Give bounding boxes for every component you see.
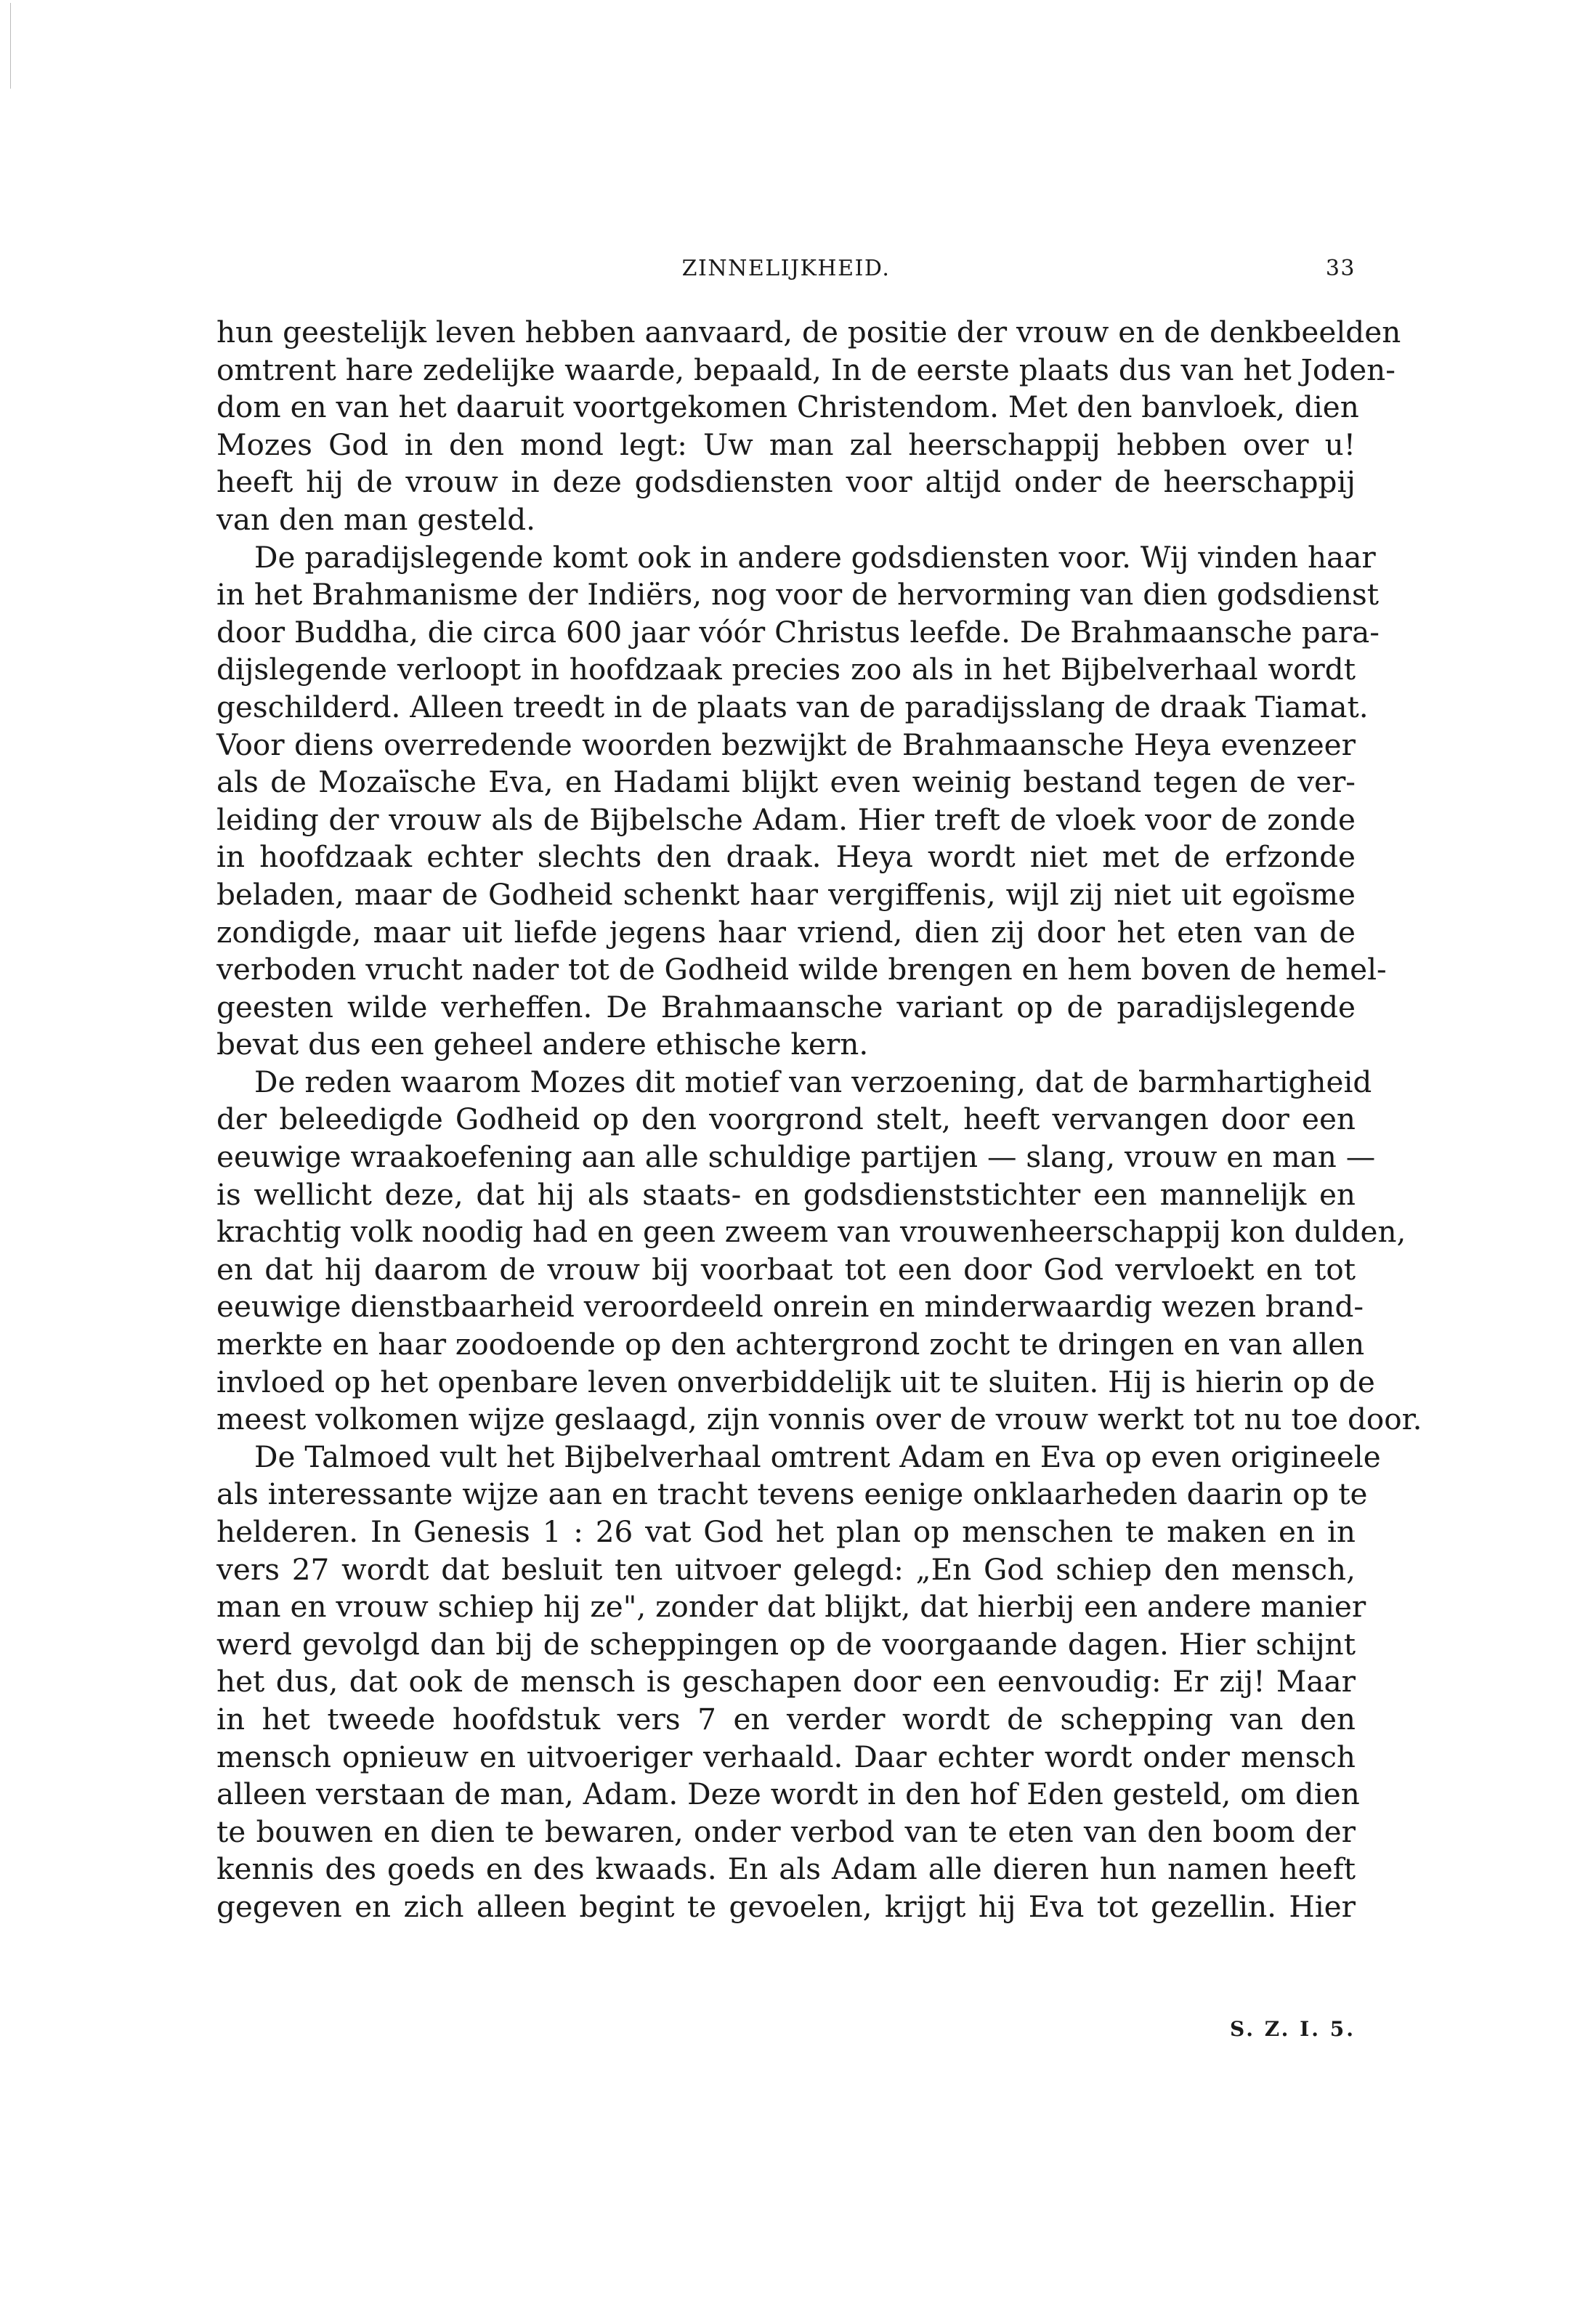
body-text (216, 314, 1422, 1926)
text-line: mensch opnieuw en uitvoeriger verhaald. Daar echter wordt onder mensch (216, 1739, 1356, 1774)
paragraph (216, 1064, 1422, 1439)
text-line: De paradijslegende komt ook in andere godsdiensten voor. Wij vinden haar (254, 539, 1376, 575)
text-line: invloed op het openbare leven onverbiddelijk uit te sluiten. Hij is hierin op de (216, 1364, 1375, 1399)
text-line: in het Brahmanisme der Indiërs, nog voor de hervorming van dien godsdienst (216, 577, 1380, 613)
text-line: eeuwige dienstbaarheid veroordeeld onrein en minderwaardig wezen brand- (216, 1289, 1364, 1325)
text-line: verboden vrucht nader tot de Godheid wilde brengen en hem boven de hemel- (216, 952, 1387, 987)
text-line: dijslegende verloopt in hoofdzaak precies zoo als in het Bijbelverhaal wordt (216, 652, 1356, 687)
text-line: helderen. In Genesis 1 : 26 vat God het plan op menschen te maken en in (216, 1514, 1356, 1549)
paragraph (216, 1439, 1381, 1926)
page-number: 33 (1325, 256, 1356, 281)
text-line: en dat hij daarom de vrouw bij voorbaat tot een door God vervloekt en tot (216, 1251, 1356, 1287)
running-title: ZINNELIJKHEID. (681, 256, 891, 281)
text-line: Voor diens overredende woorden bezwijkt de Brahmaansche Heya evenzeer (216, 727, 1356, 762)
text-line: man en vrouw schiep hij ze", zonder dat blijkt, dat hierbij een andere manier (216, 1589, 1366, 1625)
page-header (216, 256, 1356, 285)
text-line: het dus, dat ook de mensch is geschapen door een eenvoudig: Er zij! Maar (216, 1664, 1356, 1699)
text-line: krachtig volk noodig had en geen zweem van vrouwenheerschappij kon dulden, (216, 1214, 1406, 1250)
text-line: is wellicht deze, dat hij als staats- en godsdienststichter een mannelijk en (216, 1176, 1356, 1212)
text-line: alleen verstaan de man, Adam. Deze wordt in den hof Eden gesteld, om dien (216, 1776, 1360, 1812)
text-line: van den man gesteld. (216, 501, 536, 537)
signature-mark: S. Z. I. 5. (1230, 2017, 1356, 2041)
paragraph (216, 314, 1401, 539)
text-line: hun geestelijk leven hebben aanvaard, de positie der vrouw en de denkbeelden (216, 315, 1401, 349)
text-line: in hoofdzaak echter slechts den draak. Heya wordt niet met de erfzonde (216, 839, 1356, 875)
text-line: omtrent hare zedelijke waarde, bepaald, In de eerste plaats dus van het Joden- (216, 352, 1396, 387)
text-line: werd gevolgd dan bij de scheppingen op de voorgaande dagen. Hier schijnt (216, 1626, 1356, 1662)
text-line: leiding der vrouw als de Bijbelsche Adam. Hier treft de vloek voor de zonde (216, 801, 1356, 837)
text-line: als de Mozaïsche Eva, en Hadami blijkt even weinig bestand tegen de ver- (216, 764, 1356, 800)
text-line: meest volkomen wijze geslaagd, zijn vonnis over de vrouw werkt tot nu toe door. (216, 1402, 1422, 1437)
text-line: vers 27 wordt dat besluit ten uitvoer gelegd: „En God schiep den mensch, (216, 1551, 1356, 1587)
text-line: als interessante wijze aan en tracht tevens eenige onklaarheden daarin op te (216, 1476, 1368, 1512)
text-line: beladen, maar de Godheid schenkt haar vergiffenis, wijl zij niet uit egoïsme (216, 876, 1356, 912)
text-line: Mozes God in den mond legt: Uw man zal heerschappij hebben over u! (216, 427, 1356, 462)
text-line: eeuwige wraakoefening aan alle schuldige partijen — slang, vrouw en man — (216, 1139, 1376, 1175)
text-line: gegeven en zich alleen begint te gevoelen, krijgt hij Eva tot gezellin. Hier (216, 1888, 1356, 1924)
text-line: geesten wilde verheffen. De Brahmaansche variant op de paradijslegende (216, 989, 1356, 1024)
text-line: in het tweede hoofdstuk vers 7 en verder wordt de schepping van den (216, 1701, 1356, 1737)
text-line: geschilderd. Alleen treedt in de plaats van de paradijsslang de draak Tiamat. (216, 689, 1369, 724)
text-line: heeft hij de vrouw in deze godsdiensten voor altijd onder de heerschappij (216, 464, 1356, 500)
text-line: dom en van het daaruit voortgekomen Christendom. Met den banvloek, dien (216, 389, 1359, 425)
paragraph (216, 539, 1387, 1064)
text-line: bevat dus een geheel andere ethische kern. (216, 1027, 869, 1062)
text-line: zondigde, maar uit liefde jegens haar vriend, dien zij door het eten van de (216, 914, 1356, 950)
text-line: te bouwen en dien te bewaren, onder verbod van te eten van den boom der (216, 1814, 1356, 1849)
text-line: kennis des goeds en des kwaads. En als Adam alle dieren hun namen heeft (216, 1851, 1356, 1887)
scan-margin-mark (10, 3, 11, 89)
text-line: De reden waarom Mozes dit motief van verzoening, dat de barmhartigheid (254, 1064, 1372, 1099)
text-line: merkte en haar zoodoende op den achtergrond zocht te dringen en van allen (216, 1327, 1365, 1362)
text-line: door Buddha, die circa 600 jaar vóór Christus leefde. De Brahmaansche para- (216, 614, 1380, 650)
text-line: der beleedigde Godheid op den voorgrond stelt, heeft vervangen door een (216, 1102, 1356, 1137)
text-line: De Talmoed vult het Bijbelverhaal omtrent Adam en Eva op even origineele (254, 1439, 1381, 1474)
